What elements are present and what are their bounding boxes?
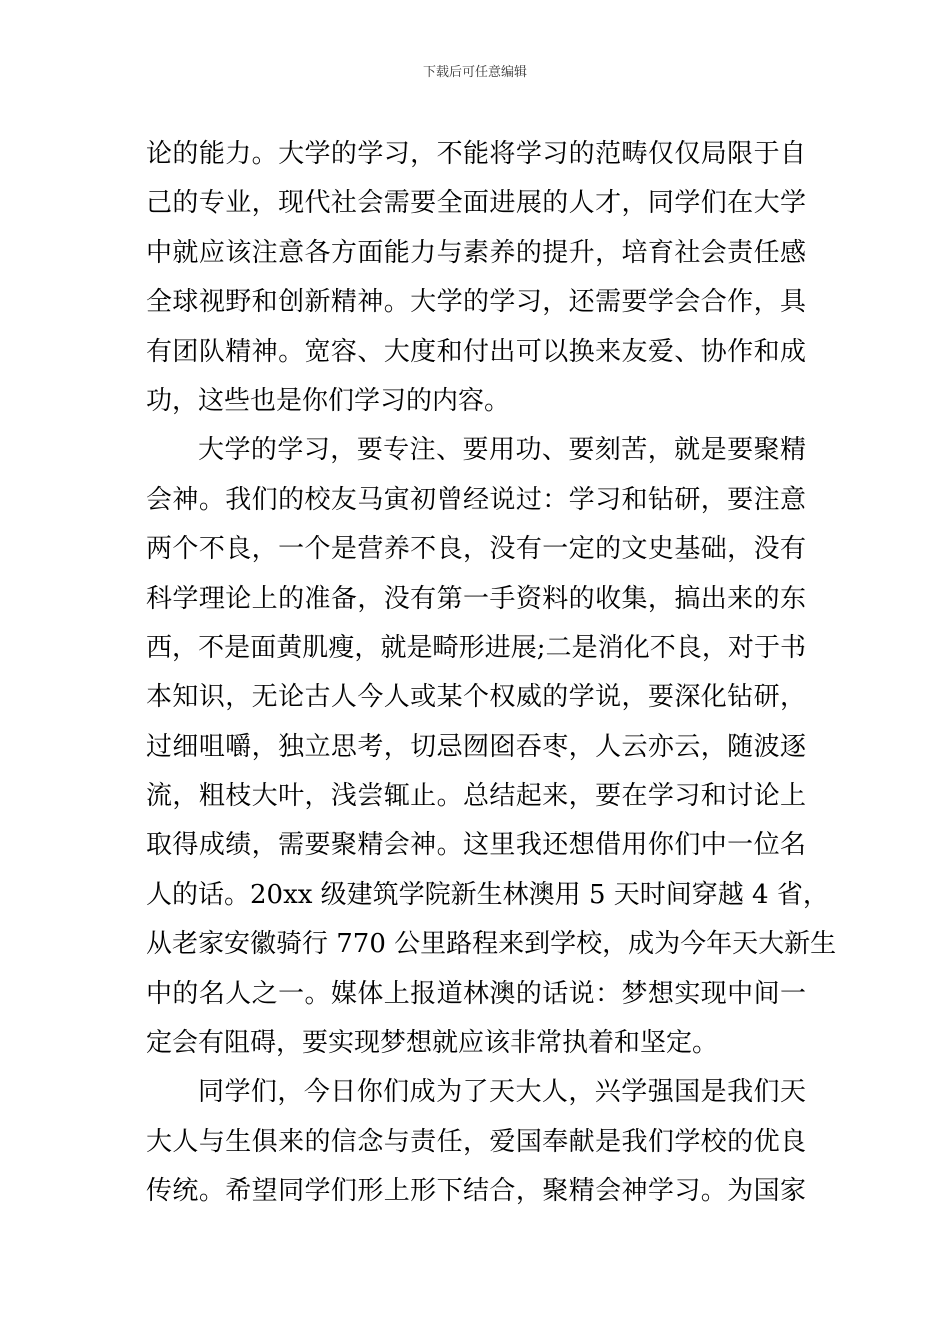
text-line: 科学理论上的准备，没有第一手资料的收集，搞出来的东 [146,583,806,614]
text-line: 会神。我们的校友马寅初曾经说过：学习和钻研，要注意 [146,484,806,515]
text-line: 传统。希望同学们形上形下结合，聚精会神学习。为国家 [146,1176,806,1207]
document-body [146,130,837,1217]
text-line: 中就应该注意各方面能力与素养的提升，培育社会责任感 [146,237,806,268]
text-line: 功，这些也是你们学习的内容。 [146,385,511,416]
paragraph-3 [146,1068,806,1216]
page-header: 下载后可任意编辑 [422,65,527,80]
text-line: 两个不良，一个是营养不良，没有一定的文史基础，没有 [146,534,806,565]
text-line: 论的能力。大学的学习，不能将学习的范畴仅仅局限于自 [146,139,806,169]
text-line: 有团队精神。宽容、大度和付出可以换来友爱、协作和成 [146,336,806,367]
text-line: 取得成绩，需要聚精会神。这里我还想借用你们中一位名 [146,830,806,861]
text-line: 大人与生俱来的信念与责任，爱国奉献是我们学校的优良 [146,1126,806,1157]
paragraph-1 [146,130,806,426]
text-line: 同学们，今日你们成为了天大人，兴学强国是我们天 [198,1077,806,1108]
text-line: 人的话。20xx 级建筑学院新生林澳用 5 天时间穿越 4 省， [146,879,829,910]
text-line: 西，不是面黄肌瘦，就是畸形进展;二是消化不良，对于书 [146,632,806,663]
text-line: 定会有阻碍，要实现梦想就应该非常执着和坚定。 [146,1028,719,1059]
text-line: 从老家安徽骑行 770 公里路程来到学校，成为今年天大新生 [146,929,837,960]
text-line: 大学的学习，要专注、要用功、要刻苦，就是要聚精 [198,435,806,466]
text-line: 己的专业，现代社会需要全面进展的人才，同学们在大学 [146,188,806,219]
text-line: 过细咀嚼，独立思考，切忌囫囵吞枣，人云亦云，随波逐 [146,731,806,762]
text-line: 本知识，无论古人今人或某个权威的学说，要深化钻研， [146,682,806,713]
paragraph-2 [146,426,837,1068]
text-line: 流，粗枝大叶，浅尝辄止。总结起来，要在学习和讨论上 [146,781,806,812]
text-line: 全球视野和创新精神。大学的学习，还需要学会合作，具 [146,287,806,318]
text-line: 中的名人之一。媒体上报道林澳的话说：梦想实现中间一 [146,978,806,1009]
